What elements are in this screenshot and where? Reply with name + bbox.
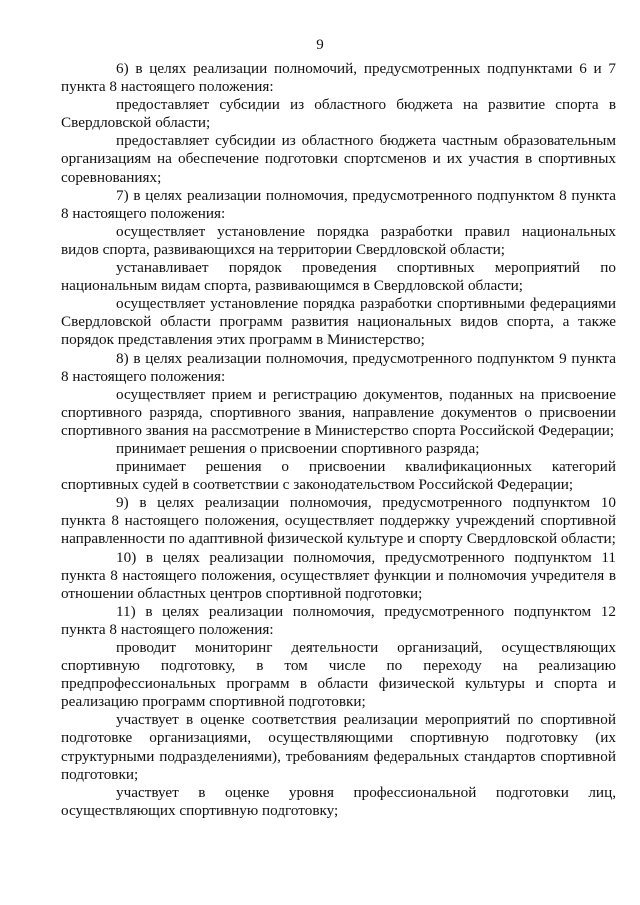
paragraph-compliance-assessment: участвует в оценке соответствия реализации мероприятий по спортивной подготовке организациями, осуществляющими спортивную подготовку (их структурными подразделениями), требованиям федеральных стандартов спортивной подготовки; — [61, 711, 616, 783]
paragraph-referee-categories: принимает решения о присвоении квалификационных категорий спортивных судей в соответствии с законодательством Российской Федерации; — [61, 458, 616, 494]
paragraph-7-intro: 7) в целях реализации полномочия, предусмотренного подпунктом 8 пункта 8 настоящего положения: — [61, 186, 616, 222]
paragraph-subsidies-sport: предоставляет субсидии из областного бюджета на развитие спорта в Свердловской области; — [61, 96, 616, 132]
paragraph-11-intro: 11) в целях реализации полномочия, предусмотренного подпунктом 12 пункта 8 настоящего положения: — [61, 602, 616, 638]
paragraph-qualification-assessment: участвует в оценке уровня профессиональной подготовки лиц, осуществляющих спортивную подготовку; — [61, 783, 616, 819]
paragraph-national-rules: осуществляет установление порядка разработки правил национальных видов спорта, развивающихся на территории Свердловской области; — [61, 222, 616, 258]
paragraph-subsidies-private: предоставляет субсидии из областного бюджета частным образовательным организациям на обеспечение подготовки спортсменов и их участия в спортивных соревнованиях; — [61, 132, 616, 186]
paragraph-8-intro: 8) в целях реализации полномочия, предусмотренного подпунктом 9 пункта 8 настоящего положения: — [61, 349, 616, 385]
paragraph-rank-decisions: принимает решения о присвоении спортивного разряда; — [116, 439, 480, 457]
paragraph-national-events: устанавливает порядок проведения спортивных мероприятий по национальным видам спорта, развивающимся в Свердловской области; — [61, 259, 616, 295]
paragraph-10-founder: 10) в целях реализации полномочия, предусмотренного подпунктом 11 пункта 8 настоящего положения, осуществляет функции и полномочия учредителя в отношении областных центров спортивной подготовки; — [61, 548, 616, 602]
document-body — [61, 60, 616, 820]
paragraph-monitoring: проводит мониторинг деятельности организаций, осуществляющих спортивную подготовку, в том числе по переходу на реализацию предпрофессиональных программ в области физической культуры и спорта и реализацию программ спортивной подготовки; — [61, 639, 616, 711]
paragraph-6-intro: 6) в целях реализации полномочий, предусмотренных подпунктами 6 и 7 пункта 8 настоящего положения: — [61, 60, 616, 96]
paragraph-9-adaptive-support: 9) в целях реализации полномочия, предусмотренного подпунктом 10 пункта 8 настоящего положения, осуществляет поддержку учреждений спортивной направленности по адаптивной физической культуре и спорту Свердловской области; — [61, 494, 616, 548]
page-number: 9 — [316, 37, 324, 53]
paragraph-national-programs: осуществляет установление порядка разработки спортивными федерациями Свердловской области программ развития национальных видов спорта, а также порядок представления этих программ в Министерство; — [61, 295, 616, 349]
paragraph-documents-reception: осуществляет прием и регистрацию документов, поданных на присвоение спортивного разряда, спортивного звания, направление документов о присвоении спортивного звания на рассмотрение в Министерство спорта Российской Федерации; — [61, 385, 616, 439]
